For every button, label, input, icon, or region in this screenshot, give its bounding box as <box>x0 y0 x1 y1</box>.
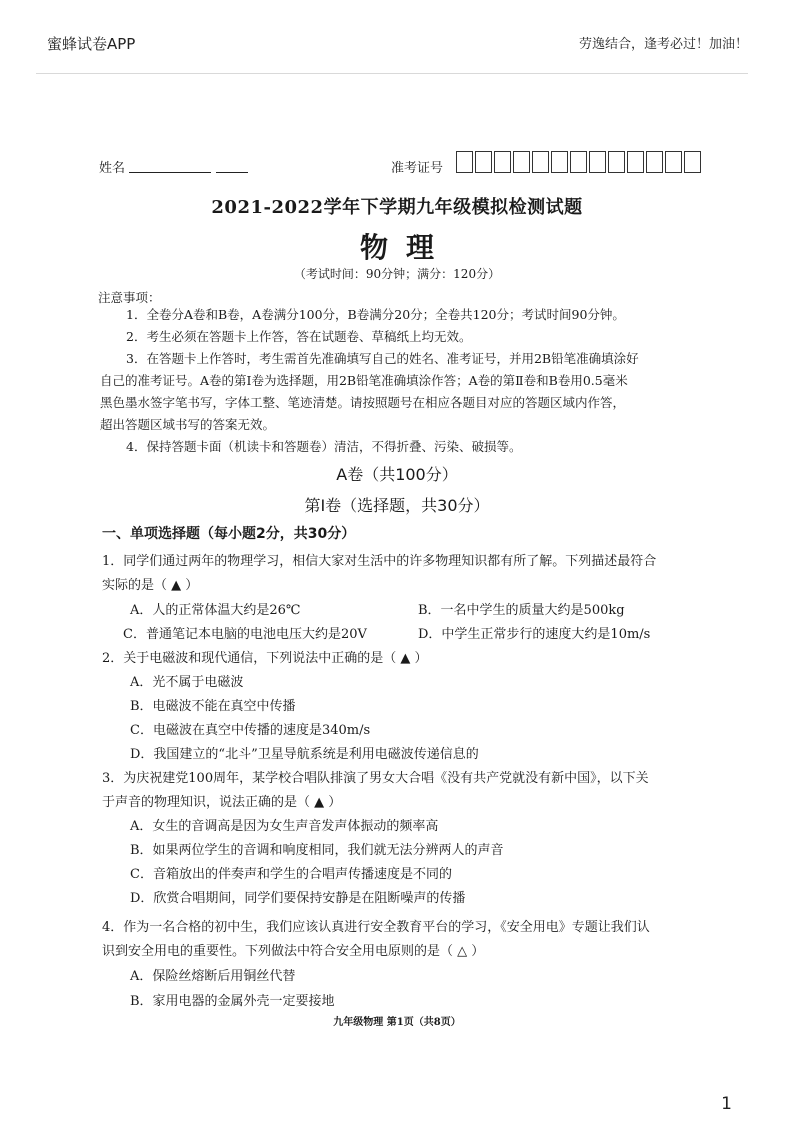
page-number: 1 <box>721 1094 732 1114</box>
section-title: 一、单项选择题（每小题2分，共30分） <box>102 526 356 542</box>
name-blank-line-2 <box>216 172 248 173</box>
note-item: 超出答题区域书写的答案无效。 <box>100 417 276 432</box>
exam-duration: （考试时间：90分钟；满分：120分） <box>293 267 501 281</box>
name-label: 姓名 <box>99 161 126 176</box>
option-a: A．女生的音调高是因为女生声音发声体振动的频率高 <box>130 819 439 834</box>
ticket-digit-box <box>475 151 492 173</box>
ticket-digit-box <box>646 151 663 173</box>
subject-title: 物理 <box>359 231 452 264</box>
note-item: 黑色墨水签字笔书写，字体工整、笔迹清楚。请按照题号在相应各题目对应的答题区域内作答， <box>100 395 626 410</box>
ticket-digit-box <box>627 151 644 173</box>
option-b: B．电磁波不能在真空中传播 <box>130 699 296 714</box>
exam-title: 2021-2022学年下学期九年级模拟检测试题 <box>211 197 583 218</box>
option-c: C．电磁波在真空中传播的速度是340m/s <box>130 723 371 738</box>
note-item: 2．考生必须在答题卡上作答，答在试题卷、草稿纸上均无效。 <box>126 329 472 344</box>
note-item: 1．全卷分A卷和B卷，A卷满分100分，B卷满分20分；全卷共120分；考试时间90分钟。 <box>126 307 625 322</box>
option-a: A．人的正常体温大约是26℃ <box>130 603 301 618</box>
question-stem: 1．同学们通过两年的物理学习，相信大家对生活中的许多物理知识都有所了解。下列描述最符合 <box>102 554 657 569</box>
note-item: 3．在答题卡上作答时，考生需首先准确填写自己的姓名、准考证号，并用2B铅笔准确填涂好 <box>126 351 639 366</box>
app-slogan: 劳逸结合，逢考必过！加油！ <box>578 37 748 52</box>
option-d: D．欣赏合唱期间，同学们要保持安静是在阻断噪声的传播 <box>130 891 466 906</box>
note-item: 4．保持答题卡面（机读卡和答题卷）清洁，不得折叠、污染、破损等。 <box>126 439 522 454</box>
name-blank-line <box>129 172 211 173</box>
option-a: A．保险丝熔断后用铜丝代替 <box>130 969 296 984</box>
option-c: C．音箱放出的伴奏声和学生的合唱声传播速度是不同的 <box>130 867 452 882</box>
ticket-digit-box <box>513 151 530 173</box>
option-b: B．一名中学生的质量大约是500kg <box>418 603 625 618</box>
ticket-digit-box <box>532 151 549 173</box>
ticket-digit-box <box>551 151 568 173</box>
page-footer: 九年级物理 第1页（共8页） <box>333 1017 461 1028</box>
question-stem: 识到安全用电的重要性。下列做法中符合安全用电原则的是（ △ ） <box>102 944 485 959</box>
ticket-digit-box <box>665 151 682 173</box>
ticket-number-boxes <box>456 151 703 173</box>
ticket-number-label: 准考证号 <box>391 161 444 176</box>
notes-title: 注意事项： <box>98 290 161 305</box>
part-1-title: 第Ⅰ卷（选择题，共30分） <box>304 496 490 515</box>
ticket-digit-box <box>494 151 511 173</box>
question-stem: 3．为庆祝建党100周年，某学校合唱队排演了男女大合唱《没有共产党就没有新中国》，以下关 <box>102 771 649 786</box>
ticket-digit-box <box>456 151 473 173</box>
option-b: B．家用电器的金属外壳一定要接地 <box>130 994 335 1009</box>
app-name: 蜜蜂试卷APP <box>47 35 136 53</box>
option-d: D．中学生正常步行的速度大约是10m/s <box>418 627 651 642</box>
option-b: B．如果两位学生的音调和响度相同，我们就无法分辨两人的声音 <box>130 843 504 858</box>
ticket-digit-box <box>608 151 625 173</box>
question-stem: 4．作为一名合格的初中生，我们应该认真进行安全教育平台的学习，《安全用电》专题让我们认 <box>102 920 650 935</box>
option-c: C．普通笔记本电脑的电池电压大约是20V <box>123 627 367 642</box>
ticket-digit-box <box>589 151 606 173</box>
question-stem: 实际的是（ ▲ ） <box>102 578 199 593</box>
question-stem: 于声音的物理知识，说法正确的是（ ▲ ） <box>102 795 342 810</box>
volume-a-title: A卷（共100分） <box>336 465 458 484</box>
option-d: D．我国建立的“北斗”卫星导航系统是利用电磁波传递信息的 <box>130 747 479 762</box>
question-stem: 2．关于电磁波和现代通信，下列说法中正确的是（ ▲ ） <box>102 651 428 666</box>
ticket-digit-box <box>684 151 701 173</box>
option-a: A．光不属于电磁波 <box>130 675 244 690</box>
ticket-digit-box <box>570 151 587 173</box>
note-item: 自己的准考证号。A卷的第Ⅰ卷为选择题，用2B铅笔准确填涂作答；A卷的第Ⅱ卷和B卷用0.5毫米 <box>100 373 628 388</box>
